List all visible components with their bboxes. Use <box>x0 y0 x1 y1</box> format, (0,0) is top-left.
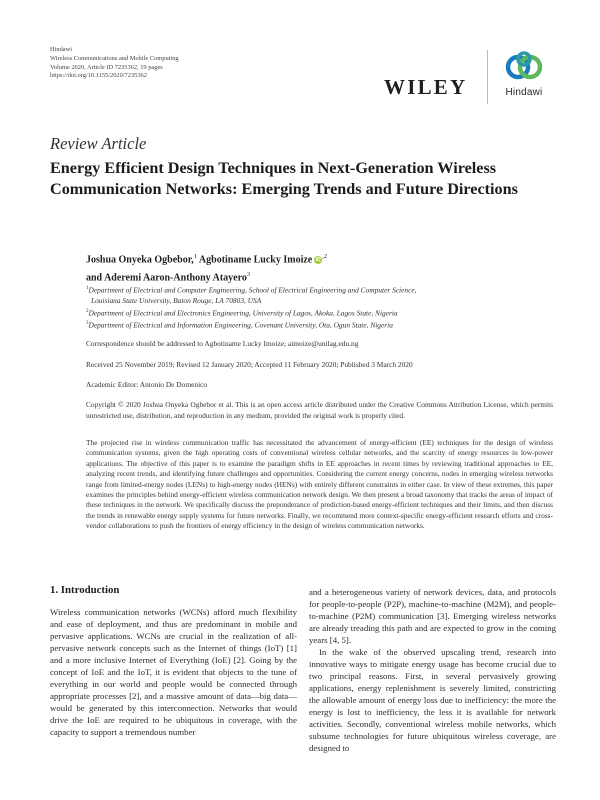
affiliation-item: $^3$Department of Electrical and Information Engineering, Covenant University, Ota, Ogun State, Nigeria <box>86 320 393 330</box>
orcid-icon[interactable]: iD <box>315 257 321 264</box>
hindawi-wordmark: Hindawi <box>505 87 543 98</box>
wiley-logo: WILEY <box>384 75 468 99</box>
correspondence: Correspondence should be addressed to Agbotiname Lucky Imoize; aimoize@unilag.edu.ng <box>86 339 359 348</box>
hindawi-rings-icon <box>504 48 544 86</box>
body-paragraph: and a heterogeneous variety of network devices, data, and protocols for people-to-people (P2P), machine-to-machine (M2M), and people-to-machine (P2M) communication [3]. Emerging wireless networks are already treading this path and are expected to grow in the coming years [4, 5]. <box>309 587 556 645</box>
author-2[interactable]: Agbotiname Lucky Imoize <box>196 254 313 266</box>
logo-divider <box>487 50 488 104</box>
body-paragraph: Wireless communication networks (WCNs) afford much flexibility and ease of deployment, and thus are predominant in mobile and pervasive applications. WCNs are crucial in the realization of all-pervasive network concepts such as the Internet of things (IoT) [1] and a more inclusive Internet of Everything (IoE) [2]. Going by the concept of IoE and the IoT, it is evident that objects to the tune of everything in our world and people would be connected through appropriate processes [2], and a massive amount of data—big data—would be generated by this interconnection. Networks that would drive the IoE are required to be ubiquitous in coverage, with the capacity to support a tremendous number <box>50 607 297 737</box>
affiliation-item: $^2$Department of Electrical and Electronics Engineering, University of Lagos, Akoka, Lagos State, Nigeria <box>86 308 398 318</box>
affiliation-item: $^1$Department of Electrical and Computer Engineering, School of Electrical Engineering and Computer Science, <box>86 285 417 295</box>
hindawi-logo <box>494 48 554 98</box>
publisher-name: Hindawi <box>50 46 73 53</box>
received-dates: Received 25 November 2019; Revised 12 January 2020; Accepted 11 February 2020; Published 3 March 2020 <box>86 360 413 369</box>
academic-editor: Academic Editor: Antonio De Domenico <box>86 380 208 389</box>
volume-line: Volume 2020, Article ID 7235362, 19 pages <box>50 63 163 71</box>
article-title: Energy Efficient Design Techniques in Next-Generation Wireless Communication Networks: Emerging Trends and Future Directions <box>50 159 518 198</box>
section-heading: 1. Introduction <box>50 584 120 596</box>
doi-link[interactable]: https://doi.org/10.1155/2020/7235362 <box>50 72 147 80</box>
author-2-sup: ,2 <box>322 253 328 260</box>
author-1[interactable]: Joshua Onyeka Ogbebor, <box>86 254 194 266</box>
author-3[interactable]: and Aderemi Aaron-Anthony Atayero <box>86 272 247 284</box>
abstract: The projected rise in wireless communication traffic has necessitated the advancement of energy-efficient (EE) techniques for the design of wireless communication systems, given the high operating costs of conventional wireless cellular networks, and the scarcity of energy resources in low-power applications. The objective of this paper is to examine the paradigm shifts in EE approaches in recent times by reviewing traditional approaches to EE, analyzing recent trends, and identifying future challenges and opportunities. Considering the current energy concerns, nodes in emerging wireless networks range from limited-energy nodes (LENs) to high-energy nodes (HENs) with entirely different constraints in either case. In view of these extremes, this paper examines the principles behind energy-efficient wireless communication network design. We then present a broad taxonomy that tracks the areas of impact of these techniques in the network. We specifically discuss the preponderance of prediction-based energy-efficient techniques and their limits, and then discuss the trends in renewable energy supply systems for future networks. Finally, we recommend more context-specific energy-efficient research efforts and cross-vendor collaborations to push the frontiers of energy efficiency in the design of wireless communication networks. <box>86 438 553 531</box>
journal-name: Wireless Communications and Mobile Computing <box>50 54 179 62</box>
journal-header <box>50 46 179 81</box>
copyright-notice: Copyright © 2020 Joshua Onyeka Ogbebor et al. This is an open access article distributed under the Creative Commons Attribution License, which permits unrestricted use, distribution, and reproduction in any medium, provided the original work is properly cited. <box>86 400 553 420</box>
author-3-sup: 3 <box>246 271 251 279</box>
author-list <box>86 249 546 286</box>
affiliations <box>86 284 556 331</box>
article-type: Review Article <box>50 134 147 153</box>
affiliation-item: Louisiana State University, Baton Rouge, LA 70803, USA <box>91 296 262 306</box>
body-left-column <box>50 606 297 738</box>
body-right-column <box>309 586 556 754</box>
body-paragraph: In the wake of the observed upscaling trend, research into innovative ways to mitigate energy usage has become crucial due to two principal reasons. First, in several pervasively growing applications, energy replenishment is severely limited, constricting the allowable amount of energy loss due to inefficiency: the more the energy is lost to inefficiency, the less it is available for network activities. Secondly, conventional wireless mobile networks, which subsume technologies for future ubiquitous wireless coverage, are designed to <box>309 647 556 753</box>
author-1-sup: 1 <box>193 253 197 260</box>
